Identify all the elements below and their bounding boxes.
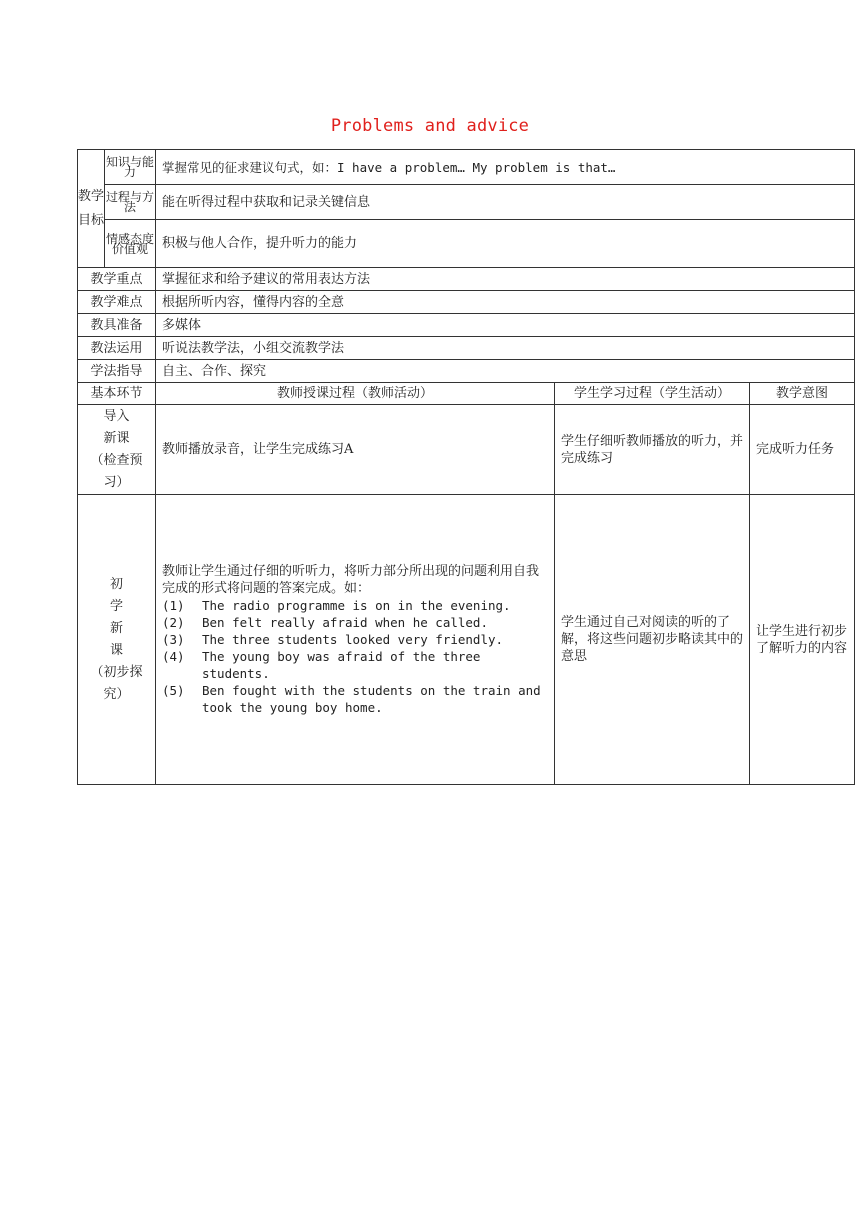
goal-row [78, 220, 855, 268]
list-item: (4) The young boy was afraid of the three students. [162, 649, 481, 681]
goal-row [78, 185, 855, 220]
intent-header: 教学意图 [750, 383, 855, 405]
stage-row [78, 495, 855, 785]
teacher-activity-intro: 教师让学生通过仔细的听听力，将听力部分所出现的问题利用自我完成的形式将问题的答案完成。如： [162, 564, 540, 596]
info-row [78, 314, 855, 337]
info-content: 根据所听内容，懂得内容的全意 [156, 291, 855, 314]
teacher-activity-header: 教师授课过程（教师活动） [156, 383, 555, 405]
info-content: 多媒体 [156, 314, 855, 337]
student-activity: 学生仔细听教师播放的听力，并完成练习 [555, 405, 750, 495]
stage-row [78, 405, 855, 495]
question-list [162, 597, 548, 716]
list-item: (3) The three students looked very friendly. [162, 632, 504, 647]
info-row [78, 360, 855, 383]
info-content: 自主、合作、探究 [156, 360, 855, 383]
info-label: 教法运用 [78, 337, 156, 360]
goal-category: 过程与方法 [105, 185, 156, 220]
info-content: 听说法教学法，小组交流教学法 [156, 337, 855, 360]
info-row [78, 291, 855, 314]
info-content: 掌握征求和给予建议的常用表达方法 [156, 268, 855, 291]
goal-content: 能在听得过程中获取和记录关键信息 [156, 185, 855, 220]
goal-content: 掌握常见的征求建议句式，如：I have a problem… My problem is that… [156, 150, 855, 185]
info-row [78, 337, 855, 360]
stage-header: 基本环节 [78, 383, 156, 405]
list-item: (2) Ben felt really afraid when he called. [162, 615, 488, 630]
goal-category: 情感态度价值观 [105, 220, 156, 268]
info-label: 教学重点 [78, 268, 156, 291]
lesson-plan-table [77, 149, 855, 785]
info-label: 教具准备 [78, 314, 156, 337]
info-label: 教学难点 [78, 291, 156, 314]
info-label: 学法指导 [78, 360, 156, 383]
page-title: Problems and advice [330, 116, 530, 136]
list-item: (5) Ben fought with the students on the train and took the young boy home. [162, 683, 541, 715]
list-item: (1) The radio programme is on in the evening. [162, 598, 511, 613]
teaching-intent: 完成听力任务 [750, 405, 855, 495]
goal-category: 知识与能力 [105, 150, 156, 185]
stage-name: 导入 新课 （检查预 习） [78, 405, 156, 495]
teacher-activity [156, 495, 555, 785]
goal-row [78, 150, 855, 185]
stage-name: 初 学 新 课 （初步探 究） [78, 495, 156, 785]
student-activity: 学生通过自己对阅读的听的了解，将这些问题初步略读其中的意思 [555, 495, 750, 785]
teaching-intent: 让学生进行初步了解听力的内容 [750, 495, 855, 785]
student-activity-header: 学生学习过程（学生活动） [555, 383, 750, 405]
teacher-activity: 教师播放录音，让学生完成练习A [156, 405, 555, 495]
info-row [78, 268, 855, 291]
goals-header: 教学目标 [78, 150, 105, 268]
goal-content: 积极与他人合作，提升听力的能力 [156, 220, 855, 268]
process-header-row [78, 383, 855, 405]
